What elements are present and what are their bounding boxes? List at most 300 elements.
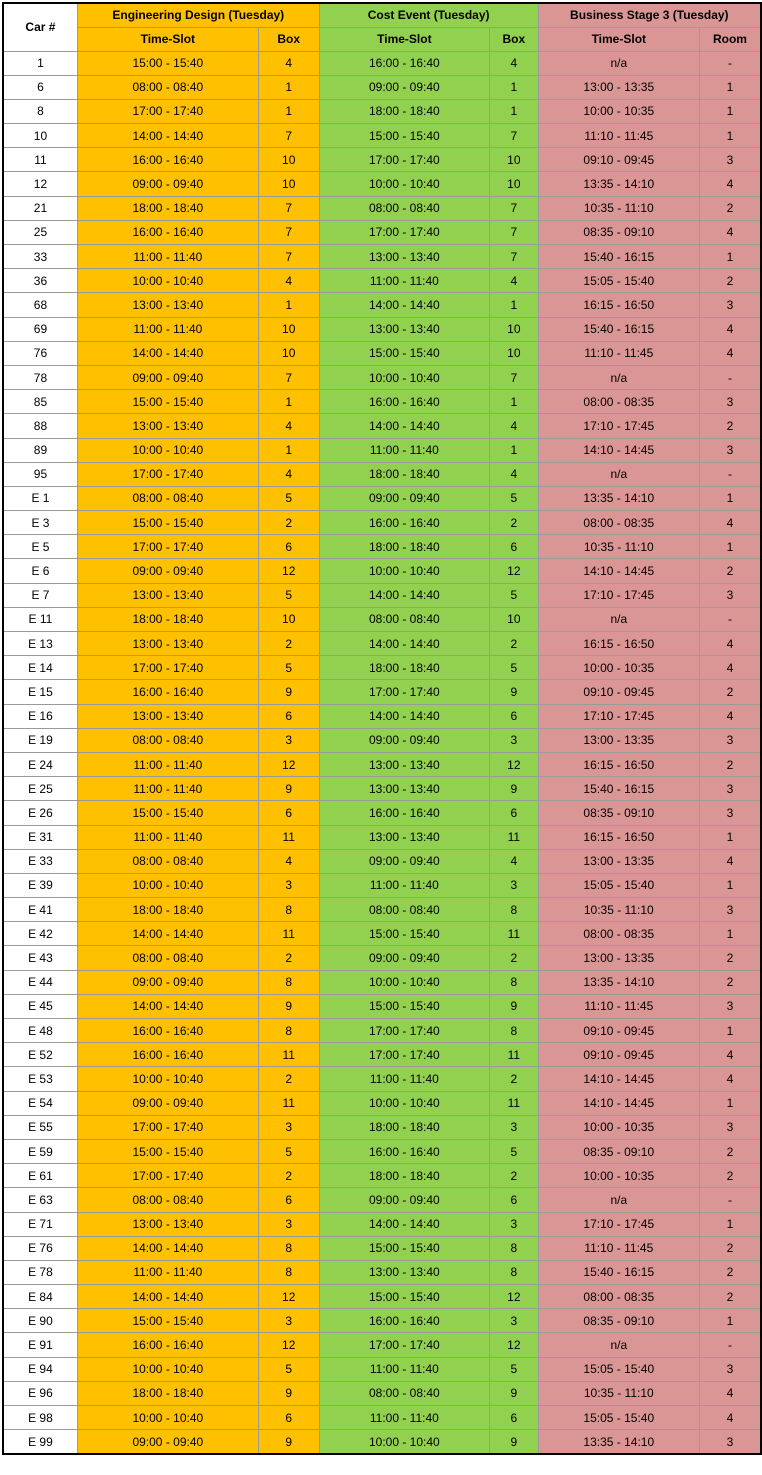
- bus-room-cell: 3: [699, 1357, 761, 1381]
- cost-time-slot-cell: 18:00 - 18:40: [319, 656, 489, 680]
- eng-box-cell: 3: [258, 1309, 319, 1333]
- table-row: [3, 559, 761, 583]
- cost-time-slot-cell: 15:00 - 15:40: [319, 1236, 489, 1260]
- table-row: [3, 414, 761, 438]
- bus-time-slot-cell: 10:00 - 10:35: [538, 656, 699, 680]
- bus-time-slot-cell: 17:10 - 17:45: [538, 704, 699, 728]
- eng-box-cell: 1: [258, 99, 319, 123]
- bus-time-slot-cell: 16:15 - 16:50: [538, 752, 699, 776]
- bus-room-cell: 4: [699, 1406, 761, 1430]
- cost-time-slot-cell: 17:00 - 17:40: [319, 220, 489, 244]
- eng-time-slot-cell: 10:00 - 10:40: [77, 873, 258, 897]
- eng-time-slot-cell: 08:00 - 08:40: [77, 728, 258, 752]
- cost-time-slot-cell: 09:00 - 09:40: [319, 75, 489, 99]
- eng-time-slot-cell: 08:00 - 08:40: [77, 849, 258, 873]
- bus-time-slot-cell: 17:10 - 17:45: [538, 414, 699, 438]
- cost-box-cell: 10: [490, 607, 539, 631]
- eng-time-slot-cell: 13:00 - 13:40: [77, 1212, 258, 1236]
- table-row: [3, 1067, 761, 1091]
- eng-box-cell: 1: [258, 390, 319, 414]
- cost-time-slot-cell: 17:00 - 17:40: [319, 1333, 489, 1357]
- eng-time-slot-cell: 08:00 - 08:40: [77, 1188, 258, 1212]
- cost-time-slot-cell: 10:00 - 10:40: [319, 365, 489, 389]
- eng-time-slot-cell: 14:00 - 14:40: [77, 994, 258, 1018]
- eng-box-cell: 6: [258, 1406, 319, 1430]
- cost-box-cell: 4: [490, 269, 539, 293]
- eng-box-cell: 11: [258, 825, 319, 849]
- car-number-cell: E 53: [3, 1067, 77, 1091]
- cost-box-cell: 7: [490, 196, 539, 220]
- eng-box-cell: 1: [258, 75, 319, 99]
- cost-time-slot-cell: 10:00 - 10:40: [319, 970, 489, 994]
- eng-box-cell: 4: [258, 51, 319, 75]
- eng-box-cell: 4: [258, 849, 319, 873]
- schedule-rows: [3, 51, 761, 1454]
- eng-time-slot-cell: 11:00 - 11:40: [77, 825, 258, 849]
- car-number-cell: E 54: [3, 1091, 77, 1115]
- cost-box-cell: 7: [490, 220, 539, 244]
- table-row: [3, 1406, 761, 1430]
- car-number-cell: E 7: [3, 583, 77, 607]
- bus-time-slot-cell: 11:10 - 11:45: [538, 994, 699, 1018]
- car-number-cell: E 14: [3, 656, 77, 680]
- car-number-cell: 1: [3, 51, 77, 75]
- cost-box-cell: 6: [490, 801, 539, 825]
- car-number-cell: E 24: [3, 752, 77, 776]
- bus-room-cell: 1: [699, 825, 761, 849]
- bus-room-cell: 2: [699, 970, 761, 994]
- table-row: [3, 777, 761, 801]
- car-number-cell: E 71: [3, 1212, 77, 1236]
- cost-time-slot-cell: 16:00 - 16:40: [319, 801, 489, 825]
- eng-box-cell: 7: [258, 196, 319, 220]
- car-number-cell: E 91: [3, 1333, 77, 1357]
- cost-box-cell: 6: [490, 535, 539, 559]
- car-number-cell: 95: [3, 462, 77, 486]
- bus-room-cell: 2: [699, 269, 761, 293]
- bus-time-slot-cell: n/a: [538, 1188, 699, 1212]
- bus-room-cell: 2: [699, 414, 761, 438]
- table-row: [3, 51, 761, 75]
- cost-time-slot-cell: 14:00 - 14:40: [319, 583, 489, 607]
- bus-time-slot-cell: 10:35 - 11:10: [538, 196, 699, 220]
- eng-time-slot-cell: 18:00 - 18:40: [77, 1381, 258, 1405]
- table-row: [3, 99, 761, 123]
- car-number-cell: E 16: [3, 704, 77, 728]
- table-row: [3, 994, 761, 1018]
- cost-box-cell: 6: [490, 704, 539, 728]
- bus-room-cell: -: [699, 607, 761, 631]
- cost-time-slot-cell: 13:00 - 13:40: [319, 245, 489, 269]
- car-number-cell: 33: [3, 245, 77, 269]
- bus-room-header: Room: [699, 27, 761, 51]
- eng-time-slot-cell: 09:00 - 09:40: [77, 365, 258, 389]
- bus-time-slot-cell: 16:15 - 16:50: [538, 293, 699, 317]
- cost-box-cell: 1: [490, 99, 539, 123]
- cost-box-cell: 11: [490, 1043, 539, 1067]
- table-row: [3, 172, 761, 196]
- bus-time-slot-cell: 17:10 - 17:45: [538, 1212, 699, 1236]
- cost-box-cell: 8: [490, 970, 539, 994]
- eng-time-slot-cell: 13:00 - 13:40: [77, 293, 258, 317]
- car-number-cell: 69: [3, 317, 77, 341]
- eng-time-slot-cell: 17:00 - 17:40: [77, 462, 258, 486]
- cost-time-slot-cell: 09:00 - 09:40: [319, 1188, 489, 1212]
- table-row: [3, 245, 761, 269]
- eng-time-slot-cell: 13:00 - 13:40: [77, 414, 258, 438]
- car-number-cell: E 41: [3, 898, 77, 922]
- bus-room-cell: 2: [699, 196, 761, 220]
- car-number-cell: E 98: [3, 1406, 77, 1430]
- cost-time-slot-cell: 14:00 - 14:40: [319, 414, 489, 438]
- eng-box-cell: 11: [258, 1091, 319, 1115]
- eng-time-slot-cell: 10:00 - 10:40: [77, 438, 258, 462]
- bus-time-slot-cell: 14:10 - 14:45: [538, 1067, 699, 1091]
- cost-box-cell: 3: [490, 1115, 539, 1139]
- table-row: [3, 341, 761, 365]
- bus-time-slot-cell: 08:35 - 09:10: [538, 801, 699, 825]
- cost-time-slot-cell: 09:00 - 09:40: [319, 849, 489, 873]
- cost-box-cell: 10: [490, 341, 539, 365]
- eng-box-cell: 10: [258, 341, 319, 365]
- table-row: [3, 1019, 761, 1043]
- cost-box-cell: 2: [490, 511, 539, 535]
- eng-box-cell: 2: [258, 1067, 319, 1091]
- eng-box-cell: 3: [258, 1212, 319, 1236]
- bus-room-cell: 4: [699, 511, 761, 535]
- eng-time-slot-cell: 09:00 - 09:40: [77, 970, 258, 994]
- car-number-cell: 88: [3, 414, 77, 438]
- bus-room-cell: 1: [699, 99, 761, 123]
- eng-time-slot-cell: 09:00 - 09:40: [77, 559, 258, 583]
- bus-room-cell: 1: [699, 1212, 761, 1236]
- table-row: [3, 704, 761, 728]
- car-number-cell: 11: [3, 148, 77, 172]
- table-row: [3, 511, 761, 535]
- eng-box-cell: 7: [258, 245, 319, 269]
- table-row: [3, 1285, 761, 1309]
- eng-box-cell: 5: [258, 656, 319, 680]
- eng-box-cell: 2: [258, 632, 319, 656]
- cost-box-cell: 10: [490, 148, 539, 172]
- car-number-cell: 10: [3, 124, 77, 148]
- cost-time-slot-cell: 09:00 - 09:40: [319, 946, 489, 970]
- eng-time-slot-cell: 16:00 - 16:40: [77, 1043, 258, 1067]
- cost-box-cell: 7: [490, 124, 539, 148]
- cost-box-cell: 9: [490, 680, 539, 704]
- eng-time-slot-cell: 15:00 - 15:40: [77, 1139, 258, 1163]
- car-number-cell: E 90: [3, 1309, 77, 1333]
- bus-time-slot-cell: n/a: [538, 365, 699, 389]
- car-number-cell: E 42: [3, 922, 77, 946]
- bus-room-cell: 1: [699, 124, 761, 148]
- cost-box-cell: 5: [490, 1357, 539, 1381]
- cost-box-cell: 9: [490, 777, 539, 801]
- eng-time-slot-cell: 17:00 - 17:40: [77, 1115, 258, 1139]
- cost-time-slot-cell: 14:00 - 14:40: [319, 632, 489, 656]
- car-number-cell: 6: [3, 75, 77, 99]
- bus-time-slot-cell: 15:40 - 16:15: [538, 317, 699, 341]
- table-row: [3, 970, 761, 994]
- bus-room-cell: 4: [699, 172, 761, 196]
- bus-time-slot-cell: 15:05 - 15:40: [538, 873, 699, 897]
- car-number-cell: E 94: [3, 1357, 77, 1381]
- bus-room-cell: 3: [699, 898, 761, 922]
- eng-box-cell: 6: [258, 801, 319, 825]
- car-number-cell: E 26: [3, 801, 77, 825]
- eng-time-slot-cell: 18:00 - 18:40: [77, 898, 258, 922]
- cost-time-slot-header: Time-Slot: [319, 27, 489, 51]
- table-row: [3, 1260, 761, 1284]
- eng-time-slot-cell: 08:00 - 08:40: [77, 946, 258, 970]
- bus-time-slot-cell: 11:10 - 11:45: [538, 1236, 699, 1260]
- cost-time-slot-cell: 18:00 - 18:40: [319, 99, 489, 123]
- bus-time-slot-cell: 13:00 - 13:35: [538, 728, 699, 752]
- car-number-cell: E 96: [3, 1381, 77, 1405]
- eng-box-cell: 10: [258, 607, 319, 631]
- car-number-cell: E 1: [3, 486, 77, 510]
- table-row: [3, 1043, 761, 1067]
- eng-box-cell: 9: [258, 680, 319, 704]
- bus-room-cell: 3: [699, 777, 761, 801]
- bus-room-cell: 2: [699, 1285, 761, 1309]
- bus-time-slot-cell: 08:00 - 08:35: [538, 511, 699, 535]
- cost-box-cell: 1: [490, 75, 539, 99]
- car-number-cell: E 19: [3, 728, 77, 752]
- eng-time-slot-cell: 16:00 - 16:40: [77, 148, 258, 172]
- cost-time-slot-cell: 13:00 - 13:40: [319, 1260, 489, 1284]
- car-number-cell: E 3: [3, 511, 77, 535]
- bus-room-cell: 3: [699, 438, 761, 462]
- cost-box-header: Box: [490, 27, 539, 51]
- eng-time-slot-cell: 14:00 - 14:40: [77, 1236, 258, 1260]
- bus-room-cell: 4: [699, 632, 761, 656]
- car-number-cell: E 59: [3, 1139, 77, 1163]
- bus-time-slot-cell: 14:10 - 14:45: [538, 1091, 699, 1115]
- table-row: [3, 220, 761, 244]
- eng-box-cell: 2: [258, 511, 319, 535]
- bus-time-slot-cell: 13:35 - 14:10: [538, 1430, 699, 1455]
- bus-room-cell: 3: [699, 583, 761, 607]
- eng-box-cell: 1: [258, 438, 319, 462]
- table-row: [3, 873, 761, 897]
- bus-time-slot-cell: 17:10 - 17:45: [538, 583, 699, 607]
- cost-time-slot-cell: 11:00 - 11:40: [319, 438, 489, 462]
- eng-time-slot-cell: 10:00 - 10:40: [77, 1067, 258, 1091]
- car-number-cell: E 43: [3, 946, 77, 970]
- bus-time-slot-cell: 13:00 - 13:35: [538, 946, 699, 970]
- cost-box-cell: 10: [490, 317, 539, 341]
- schedule-table: [2, 2, 762, 1455]
- cost-time-slot-cell: 11:00 - 11:40: [319, 1357, 489, 1381]
- bus-time-slot-cell: 10:35 - 11:10: [538, 898, 699, 922]
- car-number-cell: E 61: [3, 1164, 77, 1188]
- eng-box-cell: 8: [258, 1019, 319, 1043]
- eng-box-cell: 3: [258, 728, 319, 752]
- cost-time-slot-cell: 15:00 - 15:40: [319, 1285, 489, 1309]
- car-number-cell: E 39: [3, 873, 77, 897]
- table-row: [3, 1139, 761, 1163]
- eng-time-slot-cell: 15:00 - 15:40: [77, 51, 258, 75]
- cost-time-slot-cell: 08:00 - 08:40: [319, 1381, 489, 1405]
- car-number-cell: 12: [3, 172, 77, 196]
- table-row: [3, 1164, 761, 1188]
- business-stage-header: Business Stage 3 (Tuesday): [538, 3, 761, 27]
- car-number-cell: 89: [3, 438, 77, 462]
- bus-room-cell: -: [699, 1188, 761, 1212]
- bus-room-cell: 4: [699, 220, 761, 244]
- cost-time-slot-cell: 18:00 - 18:40: [319, 1115, 489, 1139]
- car-number-cell: 76: [3, 341, 77, 365]
- bus-time-slot-cell: 10:00 - 10:35: [538, 1115, 699, 1139]
- eng-time-slot-cell: 15:00 - 15:40: [77, 801, 258, 825]
- bus-time-slot-cell: 08:35 - 09:10: [538, 1309, 699, 1333]
- eng-time-slot-cell: 17:00 - 17:40: [77, 99, 258, 123]
- bus-time-slot-cell: 13:00 - 13:35: [538, 849, 699, 873]
- cost-time-slot-cell: 10:00 - 10:40: [319, 559, 489, 583]
- bus-time-slot-cell: 09:10 - 09:45: [538, 1019, 699, 1043]
- eng-box-cell: 3: [258, 1115, 319, 1139]
- table-row: [3, 1091, 761, 1115]
- eng-time-slot-cell: 10:00 - 10:40: [77, 1357, 258, 1381]
- bus-time-slot-cell: n/a: [538, 462, 699, 486]
- eng-time-slot-cell: 11:00 - 11:40: [77, 317, 258, 341]
- eng-box-cell: 8: [258, 1236, 319, 1260]
- bus-time-slot-cell: 08:35 - 09:10: [538, 220, 699, 244]
- table-row: [3, 1333, 761, 1357]
- bus-room-cell: 3: [699, 148, 761, 172]
- cost-time-slot-cell: 11:00 - 11:40: [319, 269, 489, 293]
- cost-box-cell: 11: [490, 922, 539, 946]
- eng-time-slot-cell: 09:00 - 09:40: [77, 1430, 258, 1455]
- bus-time-slot-cell: n/a: [538, 51, 699, 75]
- eng-time-slot-header: Time-Slot: [77, 27, 258, 51]
- bus-room-cell: 2: [699, 1236, 761, 1260]
- eng-time-slot-cell: 14:00 - 14:40: [77, 922, 258, 946]
- eng-time-slot-cell: 17:00 - 17:40: [77, 535, 258, 559]
- bus-room-cell: 1: [699, 75, 761, 99]
- bus-room-cell: 4: [699, 1381, 761, 1405]
- table-row: [3, 1188, 761, 1212]
- cost-time-slot-cell: 15:00 - 15:40: [319, 994, 489, 1018]
- bus-room-cell: 2: [699, 946, 761, 970]
- cost-time-slot-cell: 14:00 - 14:40: [319, 293, 489, 317]
- eng-box-cell: 4: [258, 269, 319, 293]
- bus-room-cell: 4: [699, 1067, 761, 1091]
- car-number-cell: E 15: [3, 680, 77, 704]
- cost-time-slot-cell: 17:00 - 17:40: [319, 1019, 489, 1043]
- eng-time-slot-cell: 14:00 - 14:40: [77, 124, 258, 148]
- table-row: [3, 535, 761, 559]
- bus-time-slot-cell: 13:35 - 14:10: [538, 172, 699, 196]
- bus-room-cell: 3: [699, 1430, 761, 1455]
- car-number-cell: E 13: [3, 632, 77, 656]
- table-row: [3, 317, 761, 341]
- eng-box-cell: 5: [258, 1357, 319, 1381]
- eng-time-slot-cell: 10:00 - 10:40: [77, 1406, 258, 1430]
- eng-time-slot-cell: 17:00 - 17:40: [77, 1164, 258, 1188]
- cost-time-slot-cell: 11:00 - 11:40: [319, 1406, 489, 1430]
- table-row: [3, 801, 761, 825]
- cost-box-cell: 12: [490, 752, 539, 776]
- cost-box-cell: 1: [490, 438, 539, 462]
- bus-time-slot-cell: 08:00 - 08:35: [538, 922, 699, 946]
- eng-time-slot-cell: 08:00 - 08:40: [77, 75, 258, 99]
- table-row: [3, 438, 761, 462]
- table-row: [3, 583, 761, 607]
- car-number-cell: E 45: [3, 994, 77, 1018]
- eng-box-cell: 9: [258, 1381, 319, 1405]
- eng-box-cell: 6: [258, 704, 319, 728]
- table-row: [3, 124, 761, 148]
- cost-box-cell: 8: [490, 1236, 539, 1260]
- bus-room-cell: -: [699, 462, 761, 486]
- car-number-cell: 36: [3, 269, 77, 293]
- bus-time-slot-header: Time-Slot: [538, 27, 699, 51]
- cost-time-slot-cell: 18:00 - 18:40: [319, 462, 489, 486]
- cost-box-cell: 2: [490, 1164, 539, 1188]
- bus-time-slot-cell: 16:15 - 16:50: [538, 632, 699, 656]
- bus-room-cell: 3: [699, 801, 761, 825]
- eng-time-slot-cell: 16:00 - 16:40: [77, 1019, 258, 1043]
- bus-room-cell: 2: [699, 1164, 761, 1188]
- bus-room-cell: 1: [699, 873, 761, 897]
- bus-room-cell: 2: [699, 559, 761, 583]
- cost-time-slot-cell: 13:00 - 13:40: [319, 752, 489, 776]
- cost-box-cell: 4: [490, 462, 539, 486]
- bus-room-cell: 4: [699, 656, 761, 680]
- eng-time-slot-cell: 13:00 - 13:40: [77, 704, 258, 728]
- bus-time-slot-cell: 15:05 - 15:40: [538, 1357, 699, 1381]
- car-number-cell: E 11: [3, 607, 77, 631]
- table-row: [3, 196, 761, 220]
- bus-room-cell: 1: [699, 922, 761, 946]
- table-row: [3, 269, 761, 293]
- table-row: [3, 656, 761, 680]
- cost-time-slot-cell: 10:00 - 10:40: [319, 1430, 489, 1455]
- cost-time-slot-cell: 11:00 - 11:40: [319, 1067, 489, 1091]
- table-row: [3, 752, 761, 776]
- eng-box-cell: 9: [258, 777, 319, 801]
- cost-time-slot-cell: 18:00 - 18:40: [319, 535, 489, 559]
- cost-box-cell: 4: [490, 849, 539, 873]
- eng-box-cell: 1: [258, 293, 319, 317]
- bus-time-slot-cell: 13:35 - 14:10: [538, 970, 699, 994]
- eng-box-cell: 11: [258, 1043, 319, 1067]
- cost-box-cell: 9: [490, 1430, 539, 1455]
- bus-time-slot-cell: n/a: [538, 1333, 699, 1357]
- cost-box-cell: 12: [490, 559, 539, 583]
- car-number-cell: E 99: [3, 1430, 77, 1455]
- eng-box-cell: 4: [258, 462, 319, 486]
- eng-box-cell: 7: [258, 124, 319, 148]
- eng-box-cell: 2: [258, 946, 319, 970]
- cost-time-slot-cell: 17:00 - 17:40: [319, 1043, 489, 1067]
- bus-time-slot-cell: 10:35 - 11:10: [538, 1381, 699, 1405]
- cost-box-cell: 5: [490, 486, 539, 510]
- car-number-cell: E 31: [3, 825, 77, 849]
- cost-time-slot-cell: 16:00 - 16:40: [319, 51, 489, 75]
- eng-box-cell: 3: [258, 873, 319, 897]
- eng-time-slot-cell: 16:00 - 16:40: [77, 680, 258, 704]
- cost-box-cell: 5: [490, 1139, 539, 1163]
- cost-box-cell: 6: [490, 1188, 539, 1212]
- bus-time-slot-cell: 15:40 - 16:15: [538, 777, 699, 801]
- cost-box-cell: 9: [490, 994, 539, 1018]
- eng-box-cell: 11: [258, 922, 319, 946]
- eng-box-cell: 10: [258, 148, 319, 172]
- eng-time-slot-cell: 09:00 - 09:40: [77, 1091, 258, 1115]
